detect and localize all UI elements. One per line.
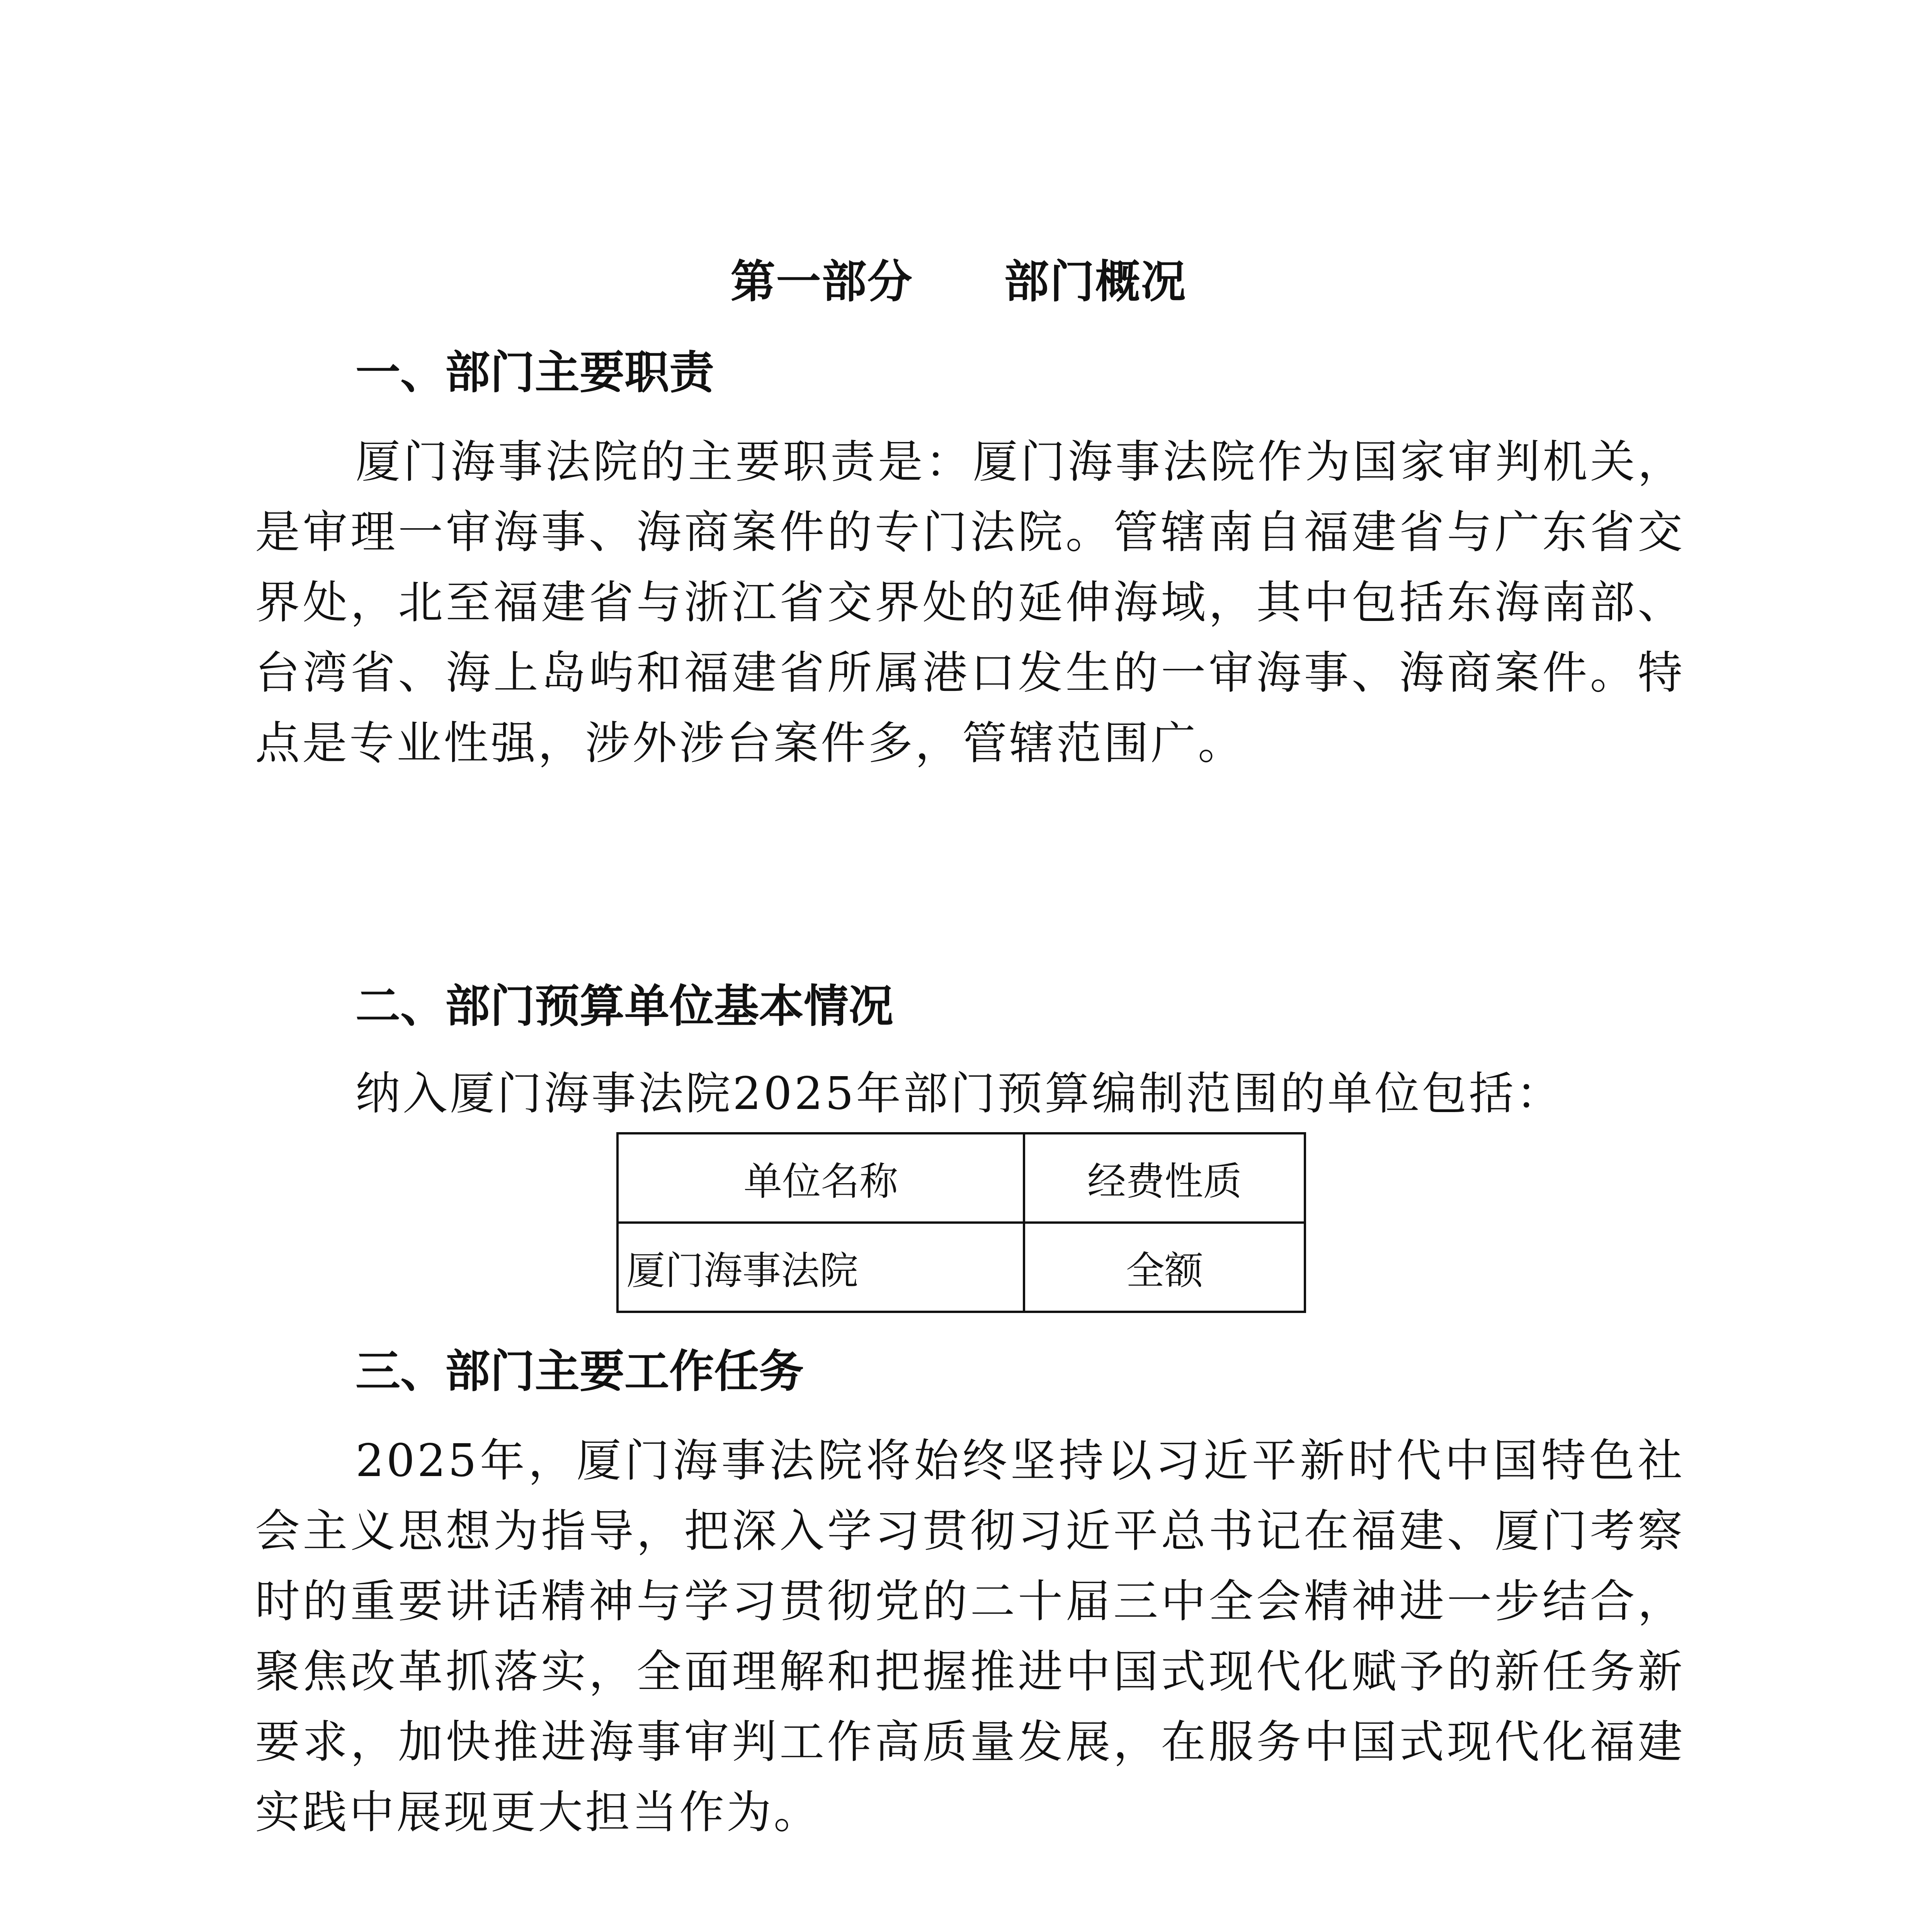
column-header-unit-name: 单位名称 [617,1133,1024,1223]
column-header-funding-nature: 经费性质 [1024,1133,1305,1223]
units-table [616,1132,1306,1313]
cell-unit-name: 厦门海事法院 [617,1223,1024,1312]
paragraph-tasks-overview: 2025年，厦门海事法院将始终坚持以习近平新时代中国特色社会主义思想为指导，把深入学习贯彻习近平总书记在福建、厦门考察时的重要讲话精神与学习贯彻党的二十届三中全会精神进一步结合，聚焦改革抓落实，全面理解和把握推进中国式现代化赋予的新任务新要求，加快推进海事审判工作高质量发展，在服务中国式现代化福建实践中展现更大担当作为。 [255,1435,1685,1838]
page-title: 第一部分 部门概况 [730,256,1187,308]
paragraph-units-intro: 纳入厦门海事法院2025年部门预算编制范围的单位包括： [356,1068,1563,1120]
table-header-row [617,1133,1305,1223]
cell-funding-nature: 全额 [1024,1223,1305,1312]
section-heading-units: 二、部门预算单位基本情况 [356,980,893,1032]
table-row [617,1223,1305,1312]
section-heading-duties: 一、部门主要职责 [356,347,714,399]
section-heading-tasks: 三、部门主要工作任务 [356,1345,804,1398]
paragraph-duties: 厦门海事法院的主要职责是：厦门海事法院作为国家审判机关，是审理一审海事、海商案件的专门法院。管辖南自福建省与广东省交界处，北至福建省与浙江省交界处的延伸海域，其中包括东海南部、台湾省、海上岛屿和福建省所属港口发生的一审海事、海商案件。特点是专业性强，涉外涉台案件多，管辖范围广。 [255,436,1685,769]
